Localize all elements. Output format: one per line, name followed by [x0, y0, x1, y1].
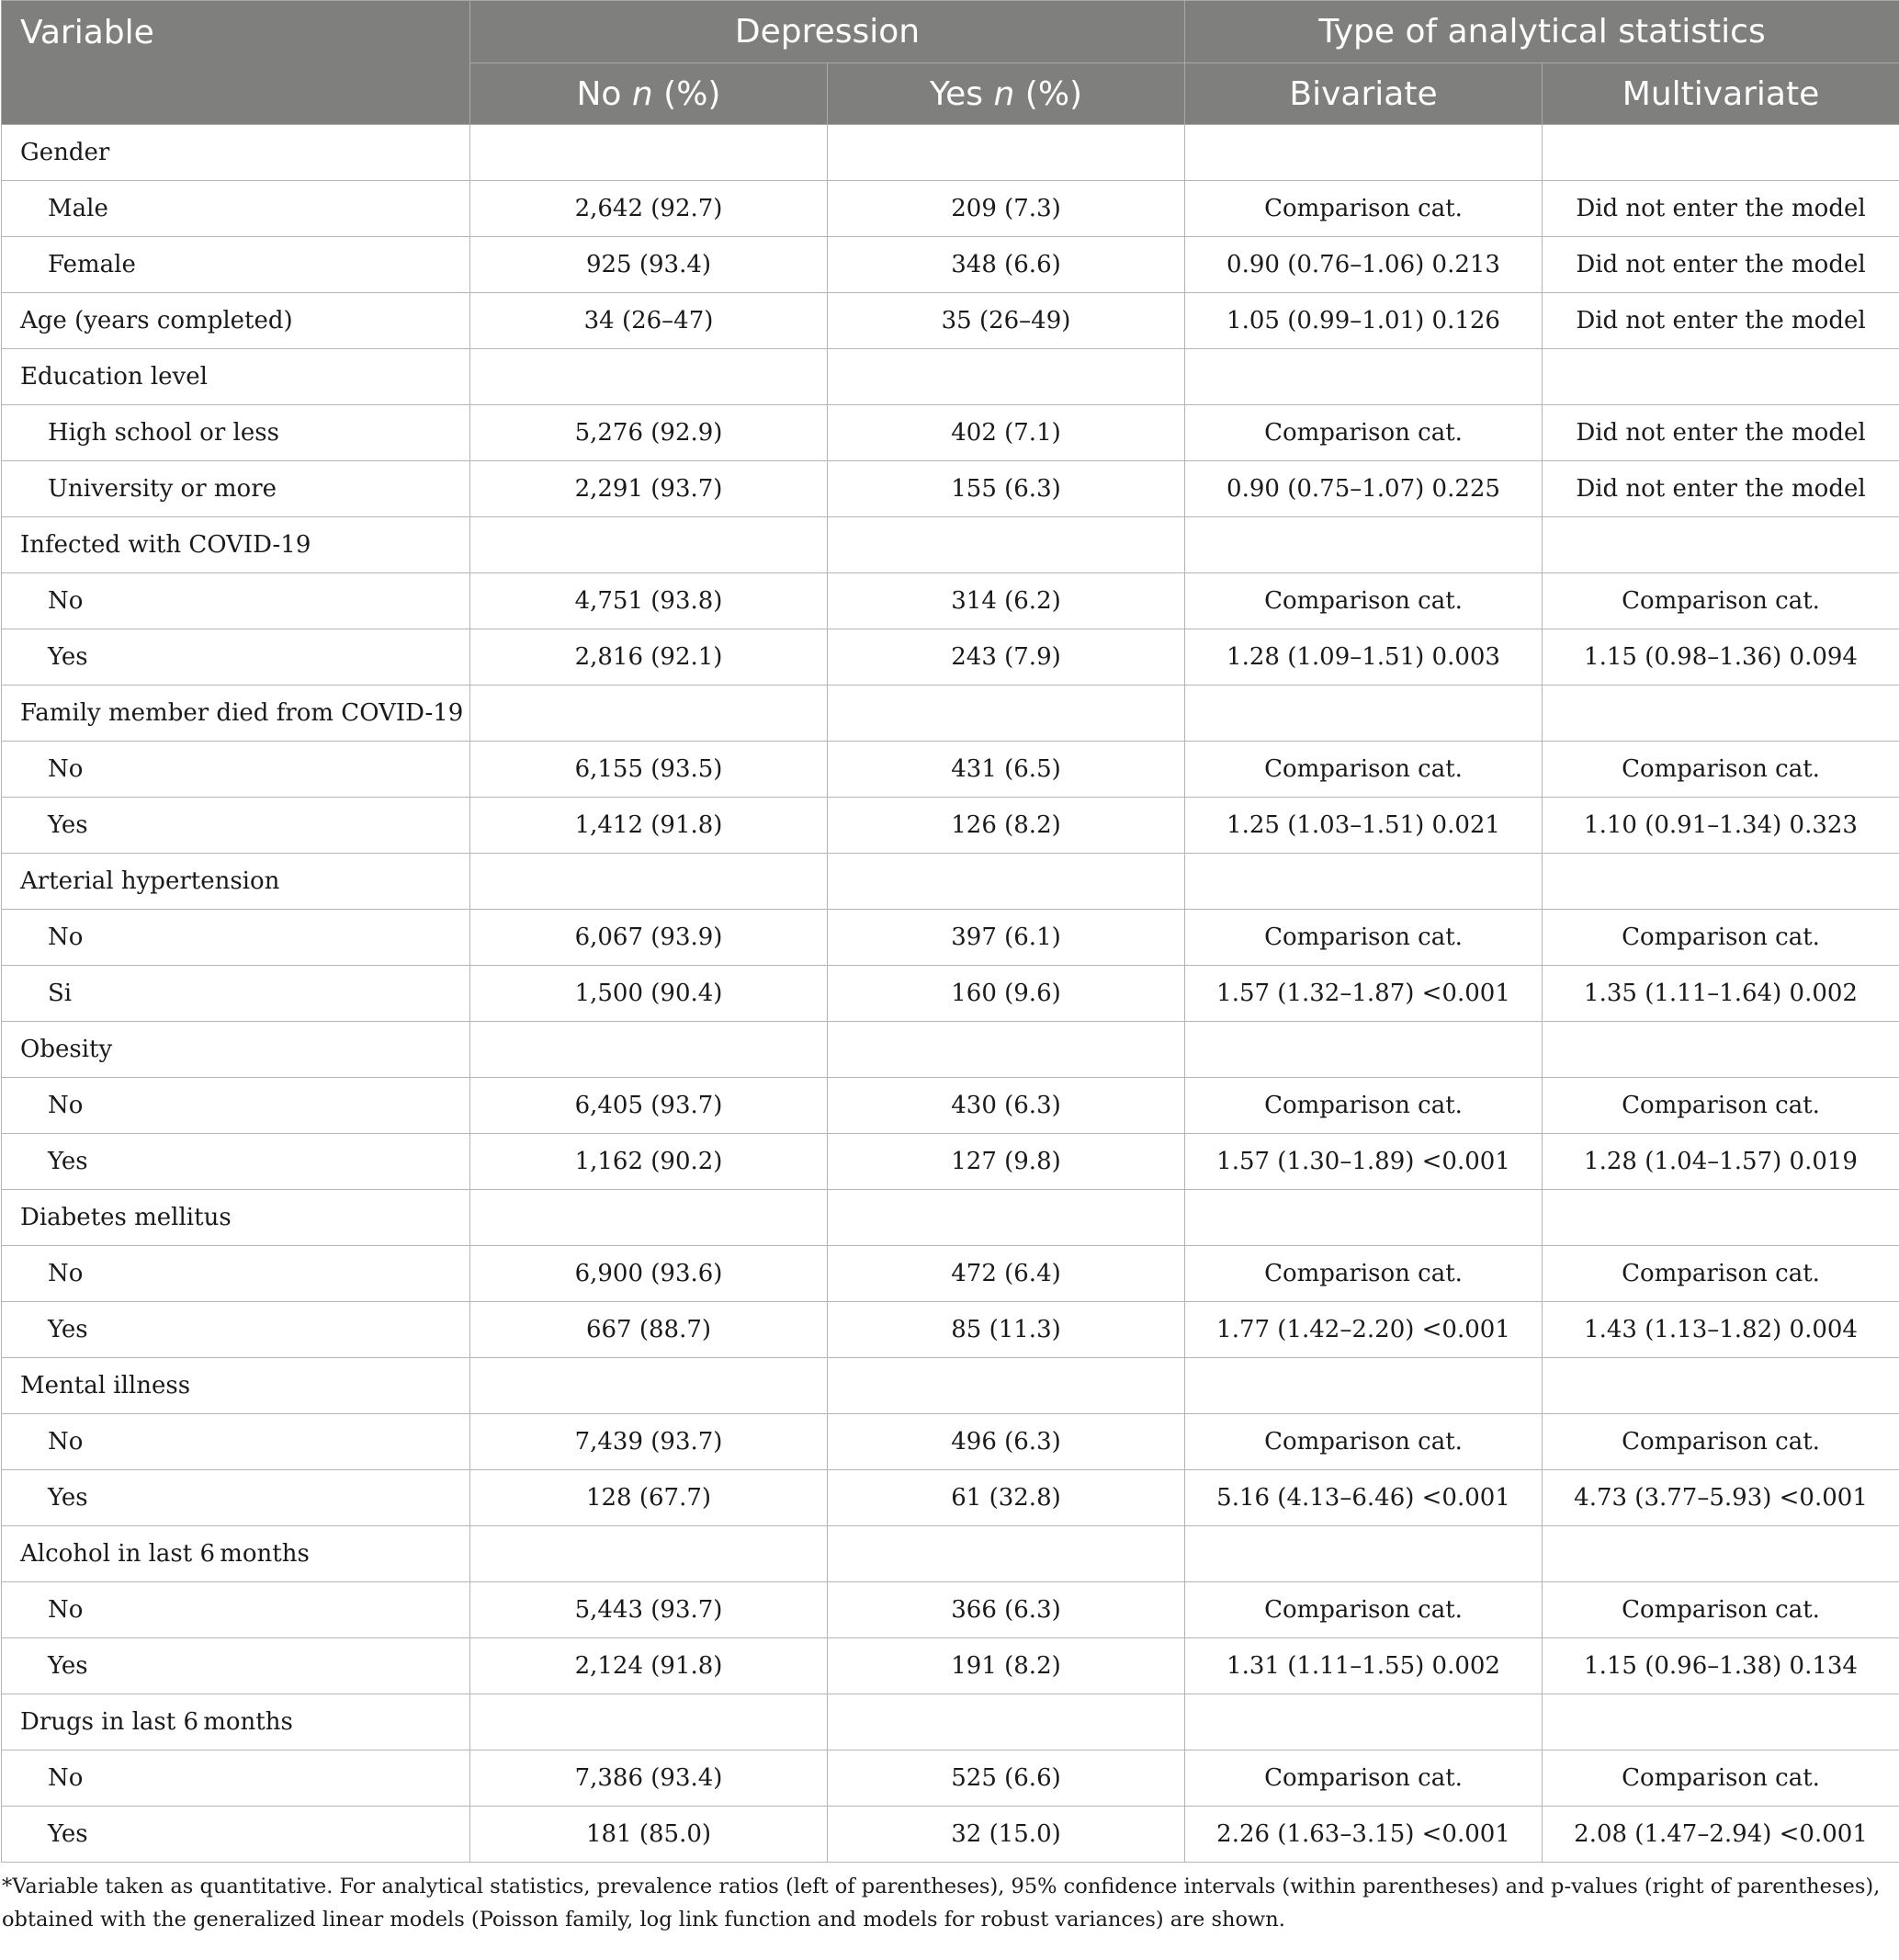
cell-multivariate: Did not enter the model [1543, 293, 1899, 349]
header-analytical-statistics: Type of analytical statistics [1185, 1, 1899, 63]
cell-bivariate [1185, 1022, 1543, 1078]
cell-depression-no [470, 685, 828, 742]
cell-multivariate: 4.73 (3.77–5.93) <0.001 [1543, 1470, 1899, 1526]
cell-multivariate: 1.15 (0.98–1.36) 0.094 [1543, 629, 1899, 685]
table-row [2, 1414, 1899, 1470]
cell-multivariate: Did not enter the model [1543, 181, 1899, 237]
cell-multivariate: Comparison cat. [1543, 1414, 1899, 1470]
cell-variable-label: No [2, 1750, 470, 1807]
cell-depression-no: 2,291 (93.7) [470, 461, 828, 517]
cell-variable-label: Drugs in last 6 months [2, 1694, 470, 1750]
cell-depression-no [470, 1022, 828, 1078]
cell-multivariate [1543, 1694, 1899, 1750]
table-row [2, 910, 1899, 966]
cell-depression-yes [828, 125, 1185, 181]
cell-depression-no [470, 1358, 828, 1414]
cell-multivariate: Comparison cat. [1543, 1582, 1899, 1638]
cell-variable-label: Age (years completed) [2, 293, 470, 349]
cell-bivariate [1185, 125, 1543, 181]
cell-variable-label: Yes [2, 1638, 470, 1694]
cell-depression-no: 4,751 (93.8) [470, 573, 828, 629]
cell-depression-yes: 525 (6.6) [828, 1750, 1185, 1807]
cell-depression-no [470, 1694, 828, 1750]
header-bivariate: Bivariate [1185, 63, 1543, 125]
cell-bivariate: Comparison cat. [1185, 573, 1543, 629]
cell-depression-yes [828, 685, 1185, 742]
cell-depression-no [470, 349, 828, 405]
cell-depression-yes: 191 (8.2) [828, 1638, 1185, 1694]
cell-depression-no: 5,443 (93.7) [470, 1582, 828, 1638]
cell-bivariate: 1.31 (1.11–1.55) 0.002 [1185, 1638, 1543, 1694]
cell-bivariate: 1.28 (1.09–1.51) 0.003 [1185, 629, 1543, 685]
cell-bivariate: Comparison cat. [1185, 405, 1543, 461]
cell-depression-no: 34 (26–47) [470, 293, 828, 349]
cell-variable-label: Obesity [2, 1022, 470, 1078]
cell-multivariate: 1.10 (0.91–1.34) 0.323 [1543, 798, 1899, 854]
cell-multivariate [1543, 685, 1899, 742]
cell-multivariate: 1.43 (1.13–1.82) 0.004 [1543, 1302, 1899, 1358]
cell-bivariate [1185, 517, 1543, 573]
cell-multivariate: Comparison cat. [1543, 742, 1899, 798]
cell-multivariate [1543, 349, 1899, 405]
cell-variable-label: Female [2, 237, 470, 293]
cell-variable-label: Alcohol in last 6 months [2, 1526, 470, 1582]
table-row [2, 573, 1899, 629]
cell-depression-no: 2,124 (91.8) [470, 1638, 828, 1694]
cell-depression-yes: 366 (6.3) [828, 1582, 1185, 1638]
header-variable: Variable [2, 1, 470, 125]
table-row [2, 966, 1899, 1022]
cell-bivariate: Comparison cat. [1185, 1078, 1543, 1134]
cell-bivariate: 1.25 (1.03–1.51) 0.021 [1185, 798, 1543, 854]
cell-multivariate: Comparison cat. [1543, 910, 1899, 966]
cell-depression-yes [828, 517, 1185, 573]
table-row-group [2, 1526, 1899, 1582]
cell-depression-no: 667 (88.7) [470, 1302, 828, 1358]
cell-variable-label: No [2, 910, 470, 966]
cell-variable-label: Yes [2, 1807, 470, 1863]
table-row [2, 742, 1899, 798]
cell-depression-yes [828, 1190, 1185, 1246]
cell-multivariate: Comparison cat. [1543, 1750, 1899, 1807]
cell-depression-yes: 61 (32.8) [828, 1470, 1185, 1526]
depression-factors-table [1, 0, 1899, 1863]
table-row [2, 1246, 1899, 1302]
cell-bivariate: Comparison cat. [1185, 181, 1543, 237]
table-body [2, 125, 1899, 1863]
cell-multivariate: 1.35 (1.11–1.64) 0.002 [1543, 966, 1899, 1022]
cell-depression-yes [828, 1694, 1185, 1750]
cell-bivariate: 5.16 (4.13–6.46) <0.001 [1185, 1470, 1543, 1526]
cell-variable-label: Yes [2, 1302, 470, 1358]
cell-depression-no: 7,386 (93.4) [470, 1750, 828, 1807]
table-row-group [2, 349, 1899, 405]
cell-depression-yes: 397 (6.1) [828, 910, 1185, 966]
cell-depression-yes [828, 854, 1185, 910]
cell-depression-no [470, 125, 828, 181]
cell-variable-label: Si [2, 966, 470, 1022]
cell-depression-yes [828, 1526, 1185, 1582]
cell-bivariate [1185, 349, 1543, 405]
cell-depression-no: 181 (85.0) [470, 1807, 828, 1863]
table-row [2, 237, 1899, 293]
cell-multivariate: Comparison cat. [1543, 1246, 1899, 1302]
cell-variable-label: No [2, 742, 470, 798]
table-row [2, 1582, 1899, 1638]
cell-depression-yes: 209 (7.3) [828, 181, 1185, 237]
header-yes-n-pct: Yes n (%) [828, 63, 1185, 125]
cell-depression-yes: 85 (11.3) [828, 1302, 1185, 1358]
table-row [2, 1638, 1899, 1694]
cell-variable-label: Yes [2, 629, 470, 685]
cell-depression-no: 2,642 (92.7) [470, 181, 828, 237]
cell-variable-label: Infected with COVID-19 [2, 517, 470, 573]
cell-depression-yes: 402 (7.1) [828, 405, 1185, 461]
cell-variable-label: No [2, 1078, 470, 1134]
table-row [2, 629, 1899, 685]
cell-depression-no [470, 517, 828, 573]
table-row-group [2, 293, 1899, 349]
cell-bivariate [1185, 1526, 1543, 1582]
cell-depression-yes: 126 (8.2) [828, 798, 1185, 854]
cell-bivariate: 1.57 (1.32–1.87) <0.001 [1185, 966, 1543, 1022]
cell-depression-no: 6,900 (93.6) [470, 1246, 828, 1302]
table-row-group [2, 1694, 1899, 1750]
cell-variable-label: Yes [2, 1134, 470, 1190]
cell-depression-no: 6,067 (93.9) [470, 910, 828, 966]
cell-bivariate: 1.05 (0.99–1.01) 0.126 [1185, 293, 1543, 349]
table-row-group [2, 125, 1899, 181]
cell-variable-label: No [2, 1414, 470, 1470]
cell-variable-label: Family member died from COVID-19 [2, 685, 470, 742]
cell-depression-no [470, 1526, 828, 1582]
cell-variable-label: Gender [2, 125, 470, 181]
table-row [2, 1470, 1899, 1526]
cell-bivariate: 2.26 (1.63–3.15) <0.001 [1185, 1807, 1543, 1863]
cell-depression-no: 6,155 (93.5) [470, 742, 828, 798]
cell-variable-label: No [2, 1582, 470, 1638]
cell-depression-yes: 496 (6.3) [828, 1414, 1185, 1470]
cell-depression-yes: 472 (6.4) [828, 1246, 1185, 1302]
cell-variable-label: Yes [2, 1470, 470, 1526]
cell-variable-label: Education level [2, 349, 470, 405]
cell-bivariate: Comparison cat. [1185, 742, 1543, 798]
cell-multivariate: Did not enter the model [1543, 405, 1899, 461]
cell-multivariate: Comparison cat. [1543, 1078, 1899, 1134]
table-row [2, 1134, 1899, 1190]
table-header [2, 1, 1899, 125]
header-no-n-pct: No n (%) [470, 63, 828, 125]
cell-depression-no: 6,405 (93.7) [470, 1078, 828, 1134]
cell-variable-label: Arterial hypertension [2, 854, 470, 910]
cell-variable-label: Yes [2, 798, 470, 854]
table-footnote: *Variable taken as quantitative. For analytical statistics, prevalence ratios (left of parentheses), 95% confidence intervals (within parentheses) and p-values (right of parentheses), obtained with the generalized linear models (Poisson family, log link function and models for robust variances) are shown. [2, 1875, 1881, 1932]
cell-multivariate: Did not enter the model [1543, 237, 1899, 293]
cell-multivariate: 1.15 (0.96–1.38) 0.134 [1543, 1638, 1899, 1694]
cell-variable-label: No [2, 573, 470, 629]
cell-bivariate: 0.90 (0.76–1.06) 0.213 [1185, 237, 1543, 293]
cell-variable-label: No [2, 1246, 470, 1302]
cell-depression-no: 1,162 (90.2) [470, 1134, 828, 1190]
cell-multivariate [1543, 854, 1899, 910]
table-row-group [2, 1190, 1899, 1246]
cell-multivariate [1543, 125, 1899, 181]
cell-depression-yes: 35 (26–49) [828, 293, 1185, 349]
cell-depression-no: 1,412 (91.8) [470, 798, 828, 854]
cell-bivariate: Comparison cat. [1185, 910, 1543, 966]
cell-depression-yes [828, 1358, 1185, 1414]
table-row-group [2, 685, 1899, 742]
cell-variable-label: High school or less [2, 405, 470, 461]
cell-bivariate: Comparison cat. [1185, 1414, 1543, 1470]
table-row [2, 461, 1899, 517]
cell-multivariate: Did not enter the model [1543, 461, 1899, 517]
table-row-group [2, 1358, 1899, 1414]
cell-depression-yes: 155 (6.3) [828, 461, 1185, 517]
cell-multivariate [1543, 1358, 1899, 1414]
table-row [2, 405, 1899, 461]
cell-depression-yes: 32 (15.0) [828, 1807, 1185, 1863]
cell-depression-yes: 243 (7.9) [828, 629, 1185, 685]
table-row [2, 1750, 1899, 1807]
cell-depression-no: 2,816 (92.1) [470, 629, 828, 685]
cell-multivariate [1543, 517, 1899, 573]
cell-variable-label: Diabetes mellitus [2, 1190, 470, 1246]
cell-depression-no: 925 (93.4) [470, 237, 828, 293]
cell-depression-yes [828, 349, 1185, 405]
cell-multivariate: 2.08 (1.47–2.94) <0.001 [1543, 1807, 1899, 1863]
table-row [2, 1078, 1899, 1134]
cell-variable-label: Mental illness [2, 1358, 470, 1414]
cell-multivariate [1543, 1022, 1899, 1078]
cell-variable-label: Male [2, 181, 470, 237]
cell-bivariate [1185, 1190, 1543, 1246]
cell-bivariate [1185, 685, 1543, 742]
cell-depression-no: 5,276 (92.9) [470, 405, 828, 461]
table-row [2, 798, 1899, 854]
table-row [2, 1807, 1899, 1863]
cell-bivariate [1185, 1358, 1543, 1414]
cell-bivariate: Comparison cat. [1185, 1246, 1543, 1302]
cell-multivariate: 1.28 (1.04–1.57) 0.019 [1543, 1134, 1899, 1190]
cell-bivariate: Comparison cat. [1185, 1582, 1543, 1638]
cell-depression-no [470, 854, 828, 910]
header-depression: Depression [470, 1, 1185, 63]
table-row [2, 181, 1899, 237]
header-multivariate: Multivariate [1543, 63, 1899, 125]
cell-bivariate: 1.57 (1.30–1.89) <0.001 [1185, 1134, 1543, 1190]
cell-multivariate: Comparison cat. [1543, 573, 1899, 629]
cell-depression-no: 128 (67.7) [470, 1470, 828, 1526]
cell-variable-label: University or more [2, 461, 470, 517]
cell-depression-yes: 431 (6.5) [828, 742, 1185, 798]
cell-bivariate: 0.90 (0.75–1.07) 0.225 [1185, 461, 1543, 517]
cell-bivariate: Comparison cat. [1185, 1750, 1543, 1807]
cell-bivariate [1185, 854, 1543, 910]
cell-bivariate [1185, 1694, 1543, 1750]
cell-depression-yes: 348 (6.6) [828, 237, 1185, 293]
cell-multivariate [1543, 1190, 1899, 1246]
table-row-group [2, 854, 1899, 910]
cell-depression-yes: 160 (9.6) [828, 966, 1185, 1022]
cell-depression-yes [828, 1022, 1185, 1078]
cell-bivariate: 1.77 (1.42–2.20) <0.001 [1185, 1302, 1543, 1358]
table-row [2, 1302, 1899, 1358]
table-row-group [2, 1022, 1899, 1078]
cell-depression-yes: 127 (9.8) [828, 1134, 1185, 1190]
cell-depression-yes: 430 (6.3) [828, 1078, 1185, 1134]
cell-depression-no: 7,439 (93.7) [470, 1414, 828, 1470]
cell-depression-no: 1,500 (90.4) [470, 966, 828, 1022]
cell-depression-no [470, 1190, 828, 1246]
table-row-group [2, 517, 1899, 573]
cell-depression-yes: 314 (6.2) [828, 573, 1185, 629]
cell-multivariate [1543, 1526, 1899, 1582]
